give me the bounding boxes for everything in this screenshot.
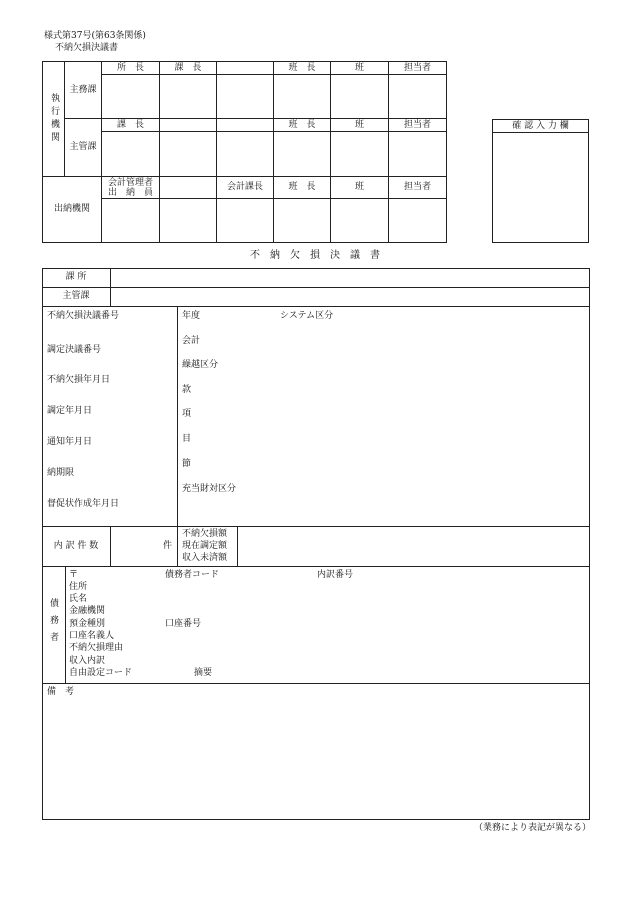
suitou-label: 出納機関 — [43, 177, 102, 243]
r3-h1 — [160, 177, 217, 199]
stamp-cell[interactable] — [331, 132, 389, 177]
r1-h4: 班 — [331, 62, 389, 75]
r1-h1: 課 長 — [160, 62, 217, 75]
debtor-income: 収入内訳 — [69, 656, 106, 666]
field-kaikei: 会計 — [182, 336, 201, 346]
r3-h3: 班 長 — [274, 177, 331, 199]
form-number: 様式第37号(第63条関係) — [44, 31, 146, 41]
stamp-cell[interactable] — [102, 199, 160, 243]
amount-misai: 収入未済額 — [182, 553, 228, 563]
stamp-cell[interactable] — [274, 75, 331, 119]
confirm-label: 確 認 入 力 欄 — [493, 120, 589, 133]
field-kan: 款 — [182, 385, 192, 395]
stamp-cell[interactable] — [160, 75, 217, 119]
shukanka-label: 主管課 — [62, 291, 90, 301]
amount-chotei: 現在調定額 — [182, 541, 228, 551]
field-setsu: 節 — [182, 459, 192, 469]
footer-note: （業務により表記が異なる） — [474, 823, 592, 833]
debtor-account-holder: 口座名義人 — [69, 631, 115, 641]
biko-label: 備 考 — [47, 687, 75, 697]
executive-label: 執行機関 — [43, 62, 65, 177]
r3-h2: 会計課長 — [217, 177, 274, 199]
debtor-code: 債務者コード — [165, 570, 220, 580]
debtor-zip: 〒 — [69, 570, 79, 580]
field-system: システム区分 — [280, 311, 334, 321]
debtor-reason: 不納欠損理由 — [69, 643, 124, 653]
stamp-cell[interactable] — [160, 199, 217, 243]
field-noki: 納期限 — [47, 468, 75, 478]
field-kesson-no: 不納欠損決議番号 — [47, 311, 120, 321]
tekiyo: 摘要 — [194, 668, 213, 678]
koza-no: 口座番号 — [165, 619, 202, 629]
stamp-cell[interactable] — [274, 132, 331, 177]
uchiwake-kensu: 内 訳 件 数 — [53, 541, 99, 551]
r1-h3: 班 長 — [274, 62, 331, 75]
r2-h5: 担当者 — [389, 119, 447, 132]
stamp-cell[interactable] — [389, 75, 447, 119]
stamp-cell[interactable] — [274, 199, 331, 243]
confirm-input[interactable] — [493, 133, 589, 243]
debtor-free-code: 自由設定コード — [69, 668, 133, 678]
main-form — [42, 268, 590, 820]
main-title: 不 納 欠 損 決 議 書 — [250, 250, 380, 261]
debtor-deposit-type: 預金種別 — [69, 619, 106, 629]
stamp-cell[interactable] — [217, 75, 274, 119]
r3-h5: 担当者 — [389, 177, 447, 199]
r2-h3: 班 長 — [274, 119, 331, 132]
r1-h0: 所 長 — [102, 62, 160, 75]
r1-h2 — [217, 62, 274, 75]
field-chotei-date: 調定年月日 — [47, 406, 93, 416]
field-kesson-date: 不納欠損年月日 — [47, 375, 111, 385]
debtor-name: 氏名 — [69, 594, 88, 604]
field-tsuchi-date: 通知年月日 — [47, 437, 93, 447]
stamp-cell[interactable] — [389, 132, 447, 177]
debtor-label: 債務者 — [48, 598, 58, 649]
field-chotei-no: 調定決議番号 — [47, 345, 102, 355]
kasho-label: 課 所 — [65, 272, 87, 282]
r2-h1 — [160, 119, 217, 132]
stamp-cell[interactable] — [102, 75, 160, 119]
confirm-box — [492, 119, 589, 243]
r2-h2 — [217, 119, 274, 132]
stamp-cell[interactable] — [331, 199, 389, 243]
stamp-cell[interactable] — [217, 132, 274, 177]
field-moku: 目 — [182, 434, 192, 444]
field-juto: 充当財対区分 — [182, 484, 237, 494]
field-ko: 項 — [182, 409, 192, 419]
amount-kesson: 不納欠損額 — [182, 529, 228, 539]
doc-name: 不納欠損決議書 — [55, 43, 119, 53]
shukan-label: 主管課 — [65, 119, 102, 177]
shumu-label: 主務課 — [65, 62, 102, 119]
r3-h4: 班 — [331, 177, 389, 199]
stamp-cell[interactable] — [217, 199, 274, 243]
stamp-cell[interactable] — [331, 75, 389, 119]
field-nendo: 年度 — [182, 311, 201, 321]
r2-h0: 課 長 — [102, 119, 160, 132]
stamp-cell[interactable] — [102, 132, 160, 177]
r1-h5: 担当者 — [389, 62, 447, 75]
uchiwake-no: 内訳番号 — [317, 570, 354, 580]
approval-table — [42, 61, 447, 243]
r2-h4: 班 — [331, 119, 389, 132]
field-kurikoshi: 繰越区分 — [182, 360, 219, 370]
stamp-cell[interactable] — [160, 132, 217, 177]
debtor-bank: 金融機関 — [69, 606, 106, 616]
stamp-cell[interactable] — [389, 199, 447, 243]
debtor-address: 住所 — [69, 582, 88, 592]
ken-unit: 件 — [163, 541, 173, 551]
r3-h0: 会計管理者 出 納 員 — [102, 177, 160, 199]
field-tokusoku-date: 督促状作成年月日 — [47, 499, 120, 509]
